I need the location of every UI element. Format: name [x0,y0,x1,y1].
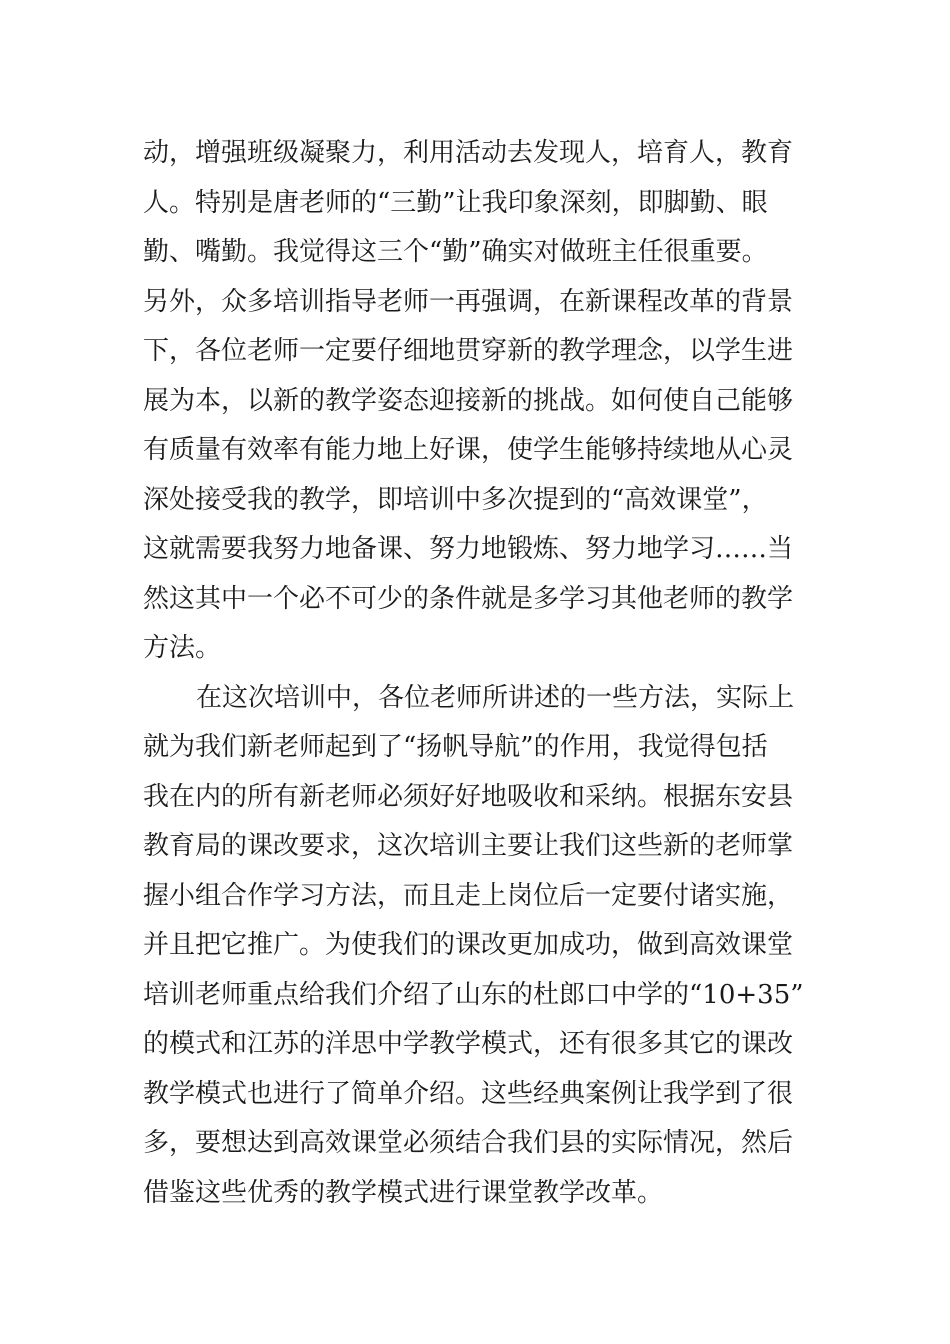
text-line: 人。特别是唐老师的“三勤”让我印象深刻，即脚勤、眼 [143,187,768,218]
text-line: 在这次培训中，各位老师所讲述的一些方法，实际上 [196,682,795,713]
text-line: 握小组合作学习方法，而且走上岗位后一定要付诸实施， [143,880,794,911]
text-line: 培训老师重点给我们介绍了山东的杜郎口中学的“10+35” [143,979,804,1010]
text-line: 多，要想达到高效课堂必须结合我们县的实际情况，然后 [143,1128,794,1158]
paragraph-1 [143,129,813,674]
text-line: 深处接受我的教学，即培训中多次提到的“高效课堂”， [143,484,768,515]
text-line: 勤、嘴勤。我觉得这三个“勤”确实对做班主任很重要。 [143,237,768,267]
text-line: 下，各位老师一定要仔细地贯穿新的教学理念，以学生进 [143,336,794,366]
text-line: 教学模式也进行了简单介绍。这些经典案例让我学到了很 [143,1078,794,1109]
paragraph-2 [143,674,813,1219]
text-line: 借鉴这些优秀的教学模式进行课堂教学改革。 [143,1177,664,1208]
text-line: 就为我们新老师起到了“扬帆导航”的作用，我觉得包括 [143,732,768,762]
text-line: 有质量有效率有能力地上好课，使学生能够持续地从心灵 [143,435,794,465]
text-line: 这就需要我努力地备课、努力地锻炼、努力地学习……当 [143,534,794,564]
text-line: 方法。 [143,633,222,663]
text-line: 并且把它推广。为使我们的课改更加成功，做到高效课堂 [143,930,794,960]
body-text [143,129,813,1218]
text-line: 教育局的课改要求，这次培训主要让我们这些新的老师掌 [143,831,794,861]
text-line: 我在内的所有新老师必须好好地吸收和采纳。根据东安县 [143,781,794,812]
text-line: 的模式和江苏的洋思中学教学模式，还有很多其它的课改 [143,1029,794,1059]
text-line: 然这其中一个必不可少的条件就是多学习其他老师的教学 [143,583,794,614]
text-line: 另外，众多培训指导老师一再强调，在新课程改革的背景 [143,286,794,317]
text-line: 展为本，以新的教学姿态迎接新的挑战。如何使自己能够 [143,385,794,416]
text-line: 动，增强班级凝聚力，利用活动去发现人，培育人，教育 [143,138,794,168]
